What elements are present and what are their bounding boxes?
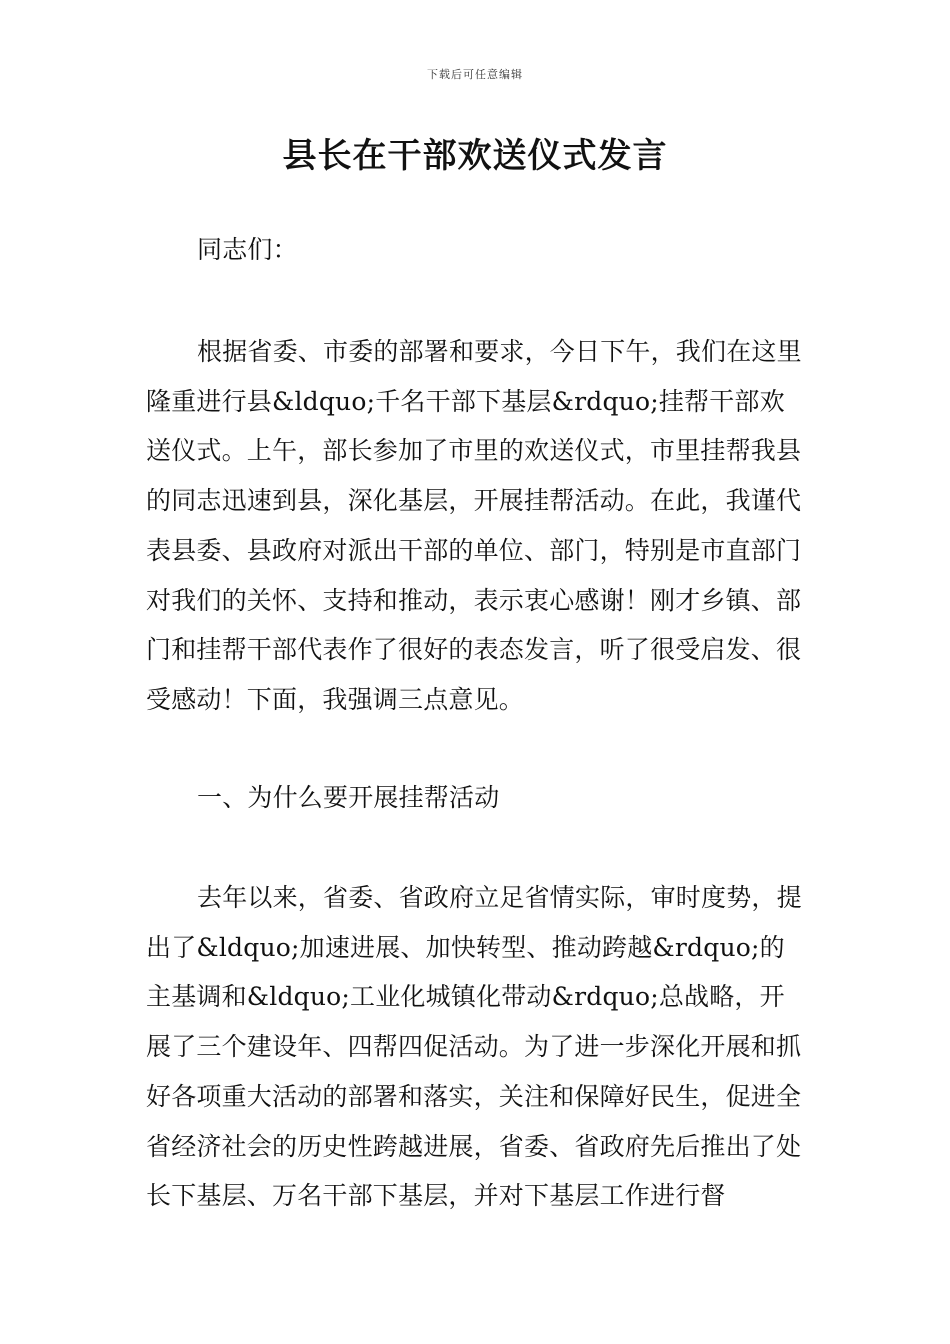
body-paragraph-1: 根据省委、市委的部署和要求，今日下午，我们在这里隆重进行县&ldquo;千名干部下基层&rdquo;挂帮干部欢送仪式。上午，部长参加了市里的欢送仪式，市里挂帮我县的同志迅速到县，深化基层，开展挂帮活动。在此，我谨代表县委、县政府对派出干部的单位、部门，特别是市直部门对我们的关怀、支持和推动，表示衷心感谢！刚才乡镇、部门和挂帮干部代表作了很好的表态发言，听了很受启发、很受感动！下面，我强调三点意见。 bbox=[146, 337, 802, 714]
page-header-note: 下载后可任意编辑 bbox=[427, 68, 523, 81]
body-paragraph-2: 去年以来，省委、省政府立足省情实际，审时度势，提出了&ldquo;加速进展、加快转型、推动跨越&rdquo;的主基调和&ldquo;工业化城镇化带动&rdquo;总战略，开展了三个建设年、四帮四促活动。为了进一步深化开展和抓好各项重大活动的部署和落实，关注和保障好民生，促进全省经济社会的历史性跨越进展，省委、省政府先后推出了处长下基层、万名干部下基层，并对下基层工作进行督 bbox=[146, 883, 802, 1211]
section-heading-1: 一、为什么要开展挂帮活动 bbox=[197, 783, 500, 812]
salutation: 同志们： bbox=[197, 235, 298, 264]
document-title: 县长在干部欢送仪式发言 bbox=[282, 136, 668, 176]
